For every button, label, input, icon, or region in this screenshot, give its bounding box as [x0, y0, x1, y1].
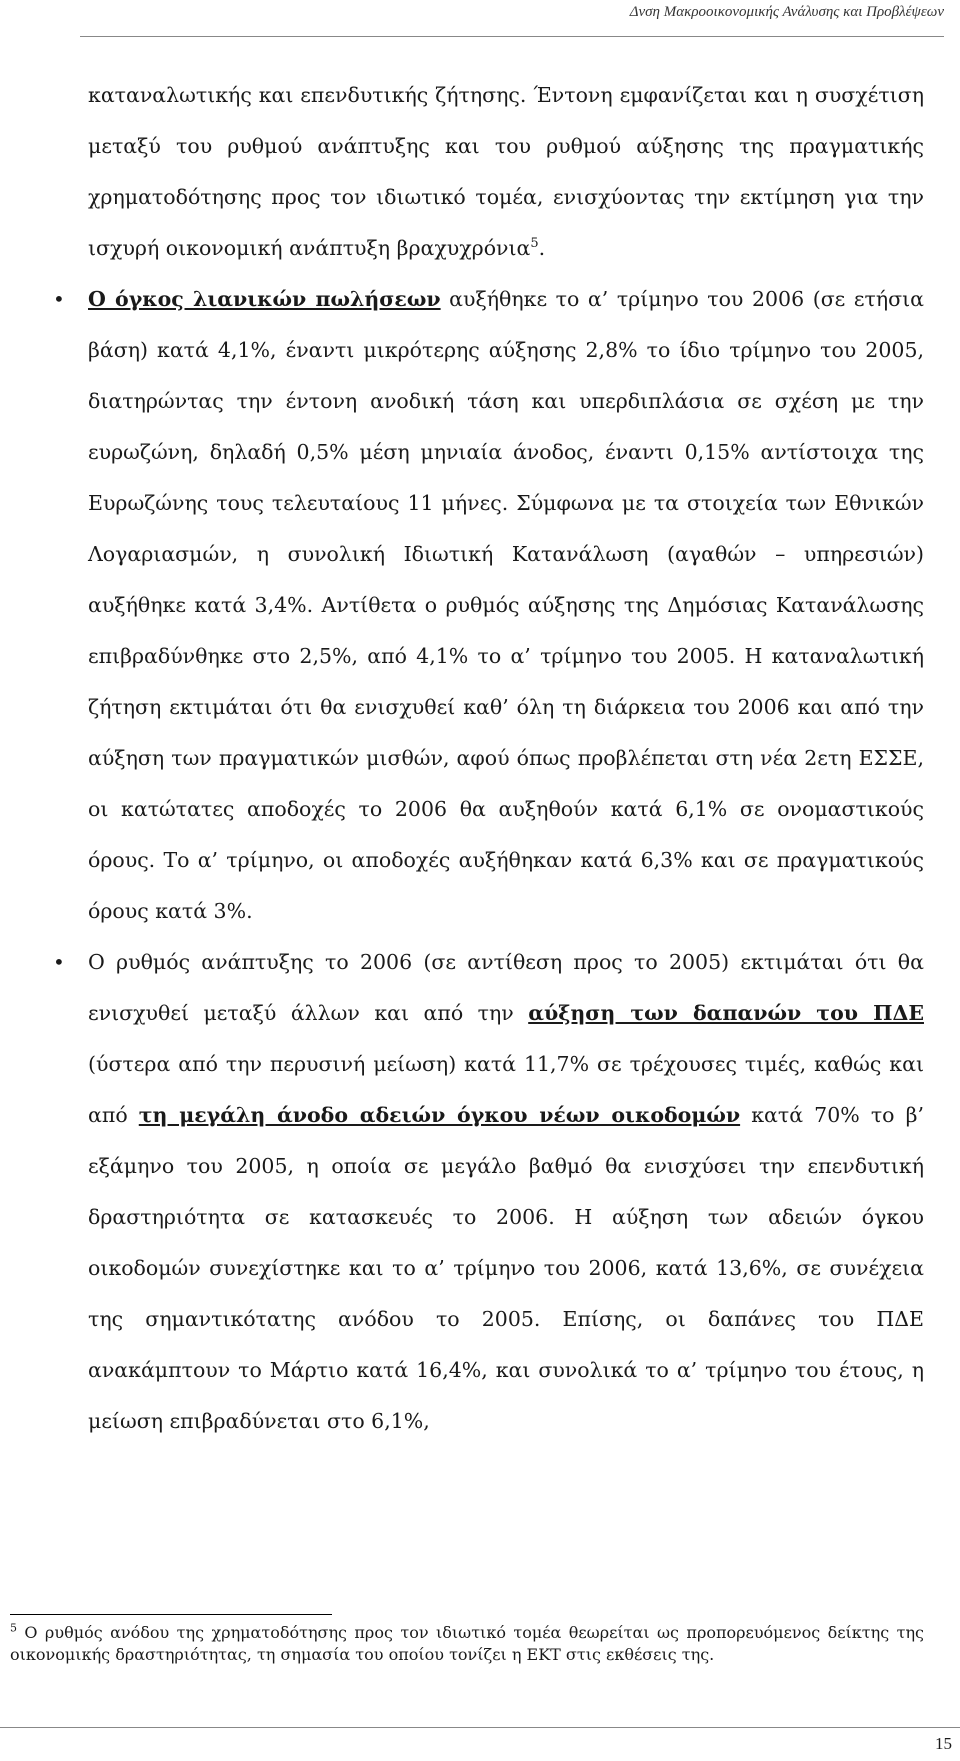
footnote: $^5$ Ο ρυθμός ανόδου της χρηματοδότησης προς τον ιδιωτικό τομέα θεωρείται ως προπορευόμενος δείκτης της οικονομικής δραστηριότητας, τη σημασία του οποίου τονίζει η ΕΚΤ στις εκθέσεις της. [10, 1621, 924, 1664]
footnote-divider [10, 1614, 332, 1615]
building-permits-highlight: τη μεγάλη άνοδο αδειών όγκου νέων οικοδομών [138, 1103, 741, 1127]
body-text [53, 70, 924, 1447]
bullet-growth-rate: • Ο ρυθμός ανάπτυξης το 2006 (σε αντίθεση προς το 2005) εκτιμάται ότι θα ενισχυθεί μεταξύ άλλων και από την αύξηση των δαπανών του ΠΔΕ (ύστερα από την περυσινή μείωση) κατά 11,7% σε τρέχουσες τιμές, καθώς και από τη μεγάλη άνοδο αδειών όγκου νέων οικοδομών κατά 70% το β’ εξάμηνο του 2005, η οποία σε μεγάλο βαθμό θα ενισχύσει την επενδυτική δραστηριότητα σε κατασκευές το 2006. Η αύξηση των αδειών όγκου οικοδομών συνεχίστηκε και το α’ τρίμηνο του 2006, κατά 13,6%, σε συνέχεια της σημαντικότατης ανόδου το 2005. Επίσης, οι δαπάνες του ΠΔΕ ανακάμπτουν το Μάρτιο κατά 16,4%, και συνολικά το α’ τρίμηνο του έτους, η μείωση επιβραδύνεται στο 6,1%, [88, 937, 924, 1447]
page-number: 15 [935, 1734, 952, 1753]
footnote-number: 5 [10, 1621, 17, 1635]
footer-divider [0, 1727, 960, 1728]
bullet-retail-sales: • Ο όγκος λιανικών πωλήσεων αυξήθηκε το α’ τρίμηνο του 2006 (σε ετήσια βάση) κατά 4,1%, έναντι μικρότερης αύξησης 2,8% το ίδιο τρίμηνο του 2005, διατηρώντας την έντονη ανοδική τάση και υπερδιπλάσια σε σχέση με την ευρωζώνη, δηλαδή 0,5% μέση μηνιαία άνοδος, έναντι 0,15% αντίστοιχα της Ευρωζώνης τους τελευταίους 11 μήνες. Σύμφωνα με τα στοιχεία των Εθνικών Λογαριασμών, η συνολική Ιδιωτική Κατανάλωση (αγαθών – υπηρεσιών) αυξήθηκε κατά 3,4%. Αντίθετα ο ρυθμός αύξησης της Δημόσιας Κατανάλωσης επιβραδύνθηκε στο 2,5%, από 4,1% το α’ τρίμηνο του 2005. Η καταναλωτική ζήτηση εκτιμάται ότι θα ενισχυθεί καθ’ όλη τη διάρκεια του 2006 και από την αύξηση των πραγματικών μισθών, αφού όπως προβλέπεται στη νέα 2ετη ΕΣΣΕ, οι κατώτατες αποδοχές το 2006 θα αυξηθούν κατά 6,1% σε ονομαστικούς όρους. Το α’ τρίμηνο, οι αποδοχές αυξήθηκαν κατά 6,3% και σε πραγματικούς όρους κατά 3%. [88, 274, 924, 937]
pde-spending-highlight: αύξηση των δαπανών του ΠΔΕ [528, 1001, 924, 1025]
bullet-icon: • [53, 950, 65, 974]
footnote-ref[interactable]: 5 [530, 236, 539, 252]
header-divider [80, 36, 944, 37]
paragraph-continuation: καταναλωτικής και επενδυτικής ζήτησης. Έντονη εμφανίζεται και η συσχέτιση μεταξύ του ρυθμού ανάπτυξης και του ρυθμού αύξησης της πραγματικής χρηματοδότησης προς τον ιδιωτικό τομέα, ενισχύοντας την εκτίμηση για την ισχυρή οικονομική ανάπτυξη βραχυχρόνια$^5$. [88, 83, 924, 260]
retail-sales-heading: Ο όγκος λιανικών πωλήσεων [88, 287, 441, 311]
bullet-icon: • [53, 287, 65, 311]
running-header: Δνση Μακροοικονομικής Ανάλυσης και Προβλέψεων [629, 4, 944, 20]
